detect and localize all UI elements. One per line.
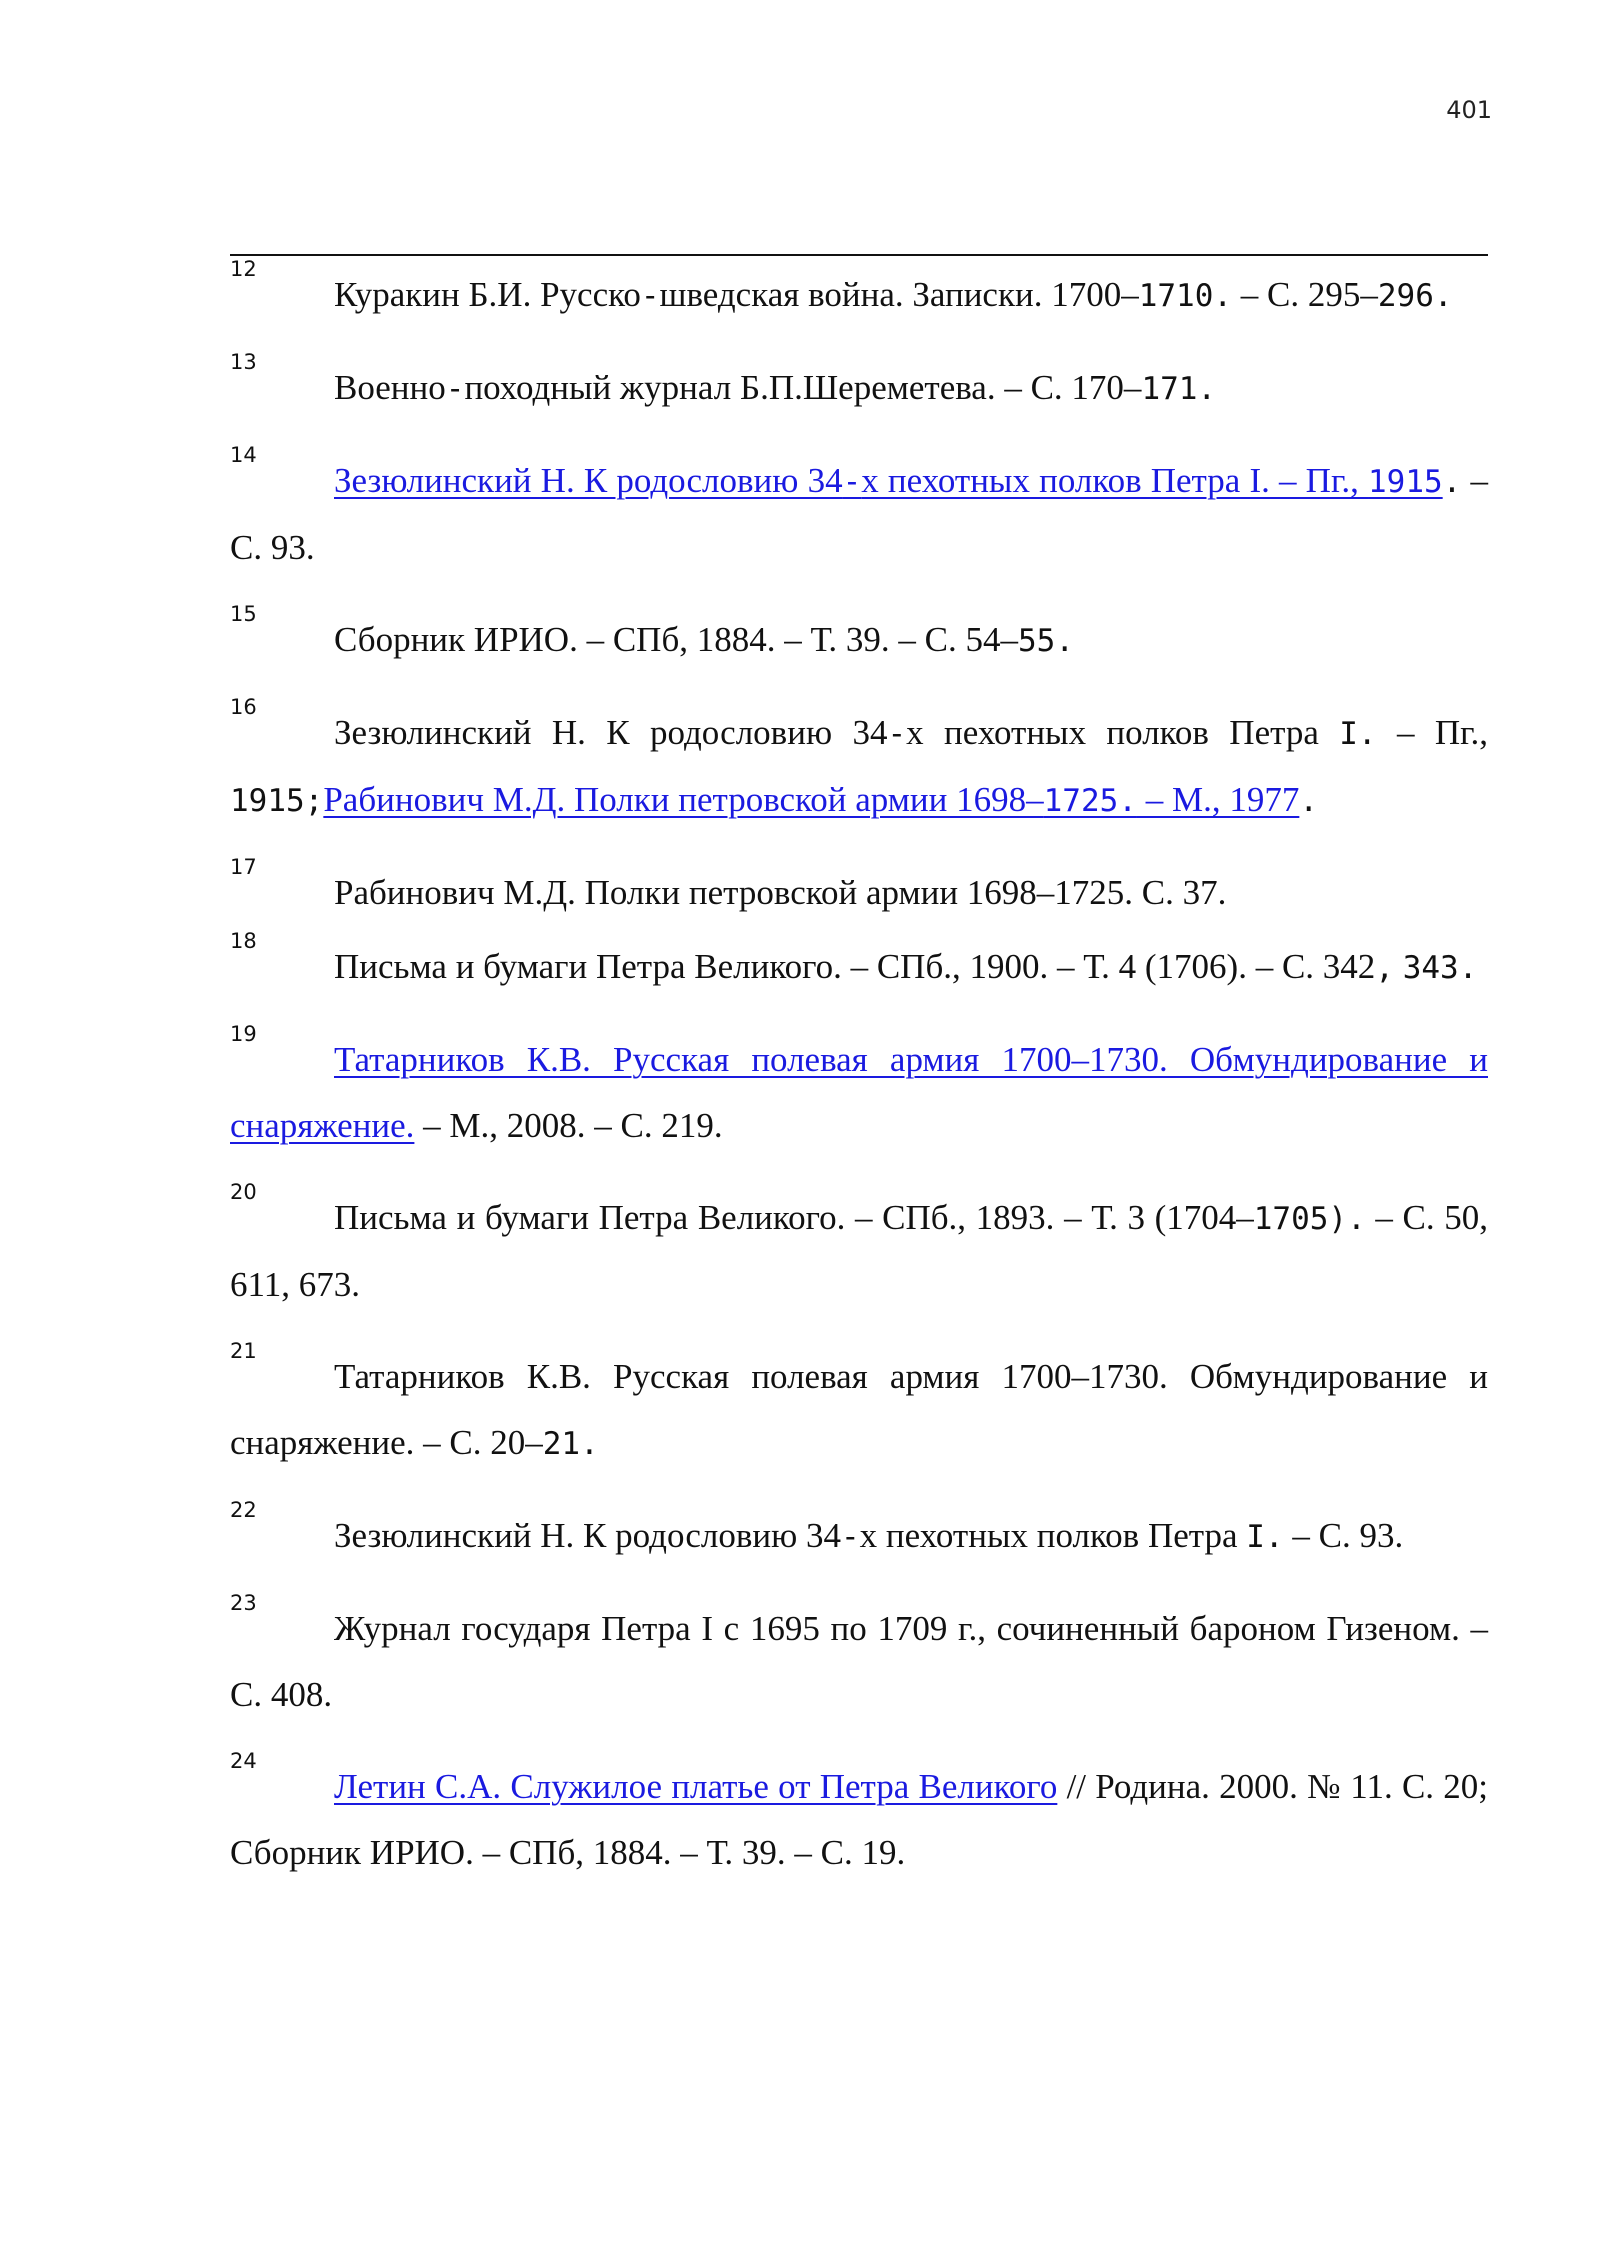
footnote-text: – С. 93. [1283, 1516, 1404, 1555]
footnote-text: 1705). [1253, 1201, 1366, 1237]
footnote-number: 16 [230, 695, 257, 719]
footnotes-list [230, 257, 1489, 1886]
footnote-number: 14 [230, 443, 257, 467]
link-text: – М., 1977 [1136, 780, 1300, 819]
footnote-text: Журнал государя Петра I с 1695 по 1709 г., сочиненный бароном Гизеном. – С. 408. [230, 1609, 1488, 1714]
footnote-18 [230, 929, 1488, 1001]
footnote-text: Куракин Б.И. Русско [334, 275, 641, 314]
footnote-number: 24 [230, 1749, 257, 1773]
citation-link[interactable] [323, 780, 1299, 819]
link-text: 1725. [1043, 783, 1137, 819]
citation-link[interactable] [334, 461, 1443, 500]
footnote-text [1394, 947, 1403, 986]
footnote-text: х пехотных полков Петра [859, 1516, 1247, 1555]
footnote-text: шведская война. Записки. 1700– [659, 275, 1139, 314]
footnote-text: 21. [542, 1426, 599, 1462]
page-number: 401 [1446, 96, 1492, 124]
footnote-text: Рабинович М.Д. Полки петровской армии 1698–1725. С. 37. [334, 873, 1227, 912]
footnote-text: 1710. [1138, 278, 1233, 314]
footnote-text: Письма и бумаги Петра Великого. – СПб., 1900. – Т. 4 (1706). – С. 342 [334, 947, 1376, 986]
footnote-text: походный журнал Б.П.Шереметева. – С. 170– [464, 368, 1142, 407]
footnote-number: 18 [230, 929, 257, 953]
footnote-text: 55. [1018, 623, 1074, 659]
citation-link[interactable] [334, 1767, 1057, 1806]
footnote-text: Зезюлинский Н. К родословию 34 [334, 1516, 841, 1555]
footnote-text: 1915; [230, 783, 324, 819]
footnote-text: - [445, 371, 465, 407]
link-text: х пехотных полков Петра I. – Пг., [861, 461, 1369, 500]
footnote-text: . [1299, 783, 1319, 819]
link-text: - [842, 464, 862, 500]
footnote-text: , [1375, 950, 1394, 986]
link-text: 1915 [1368, 464, 1443, 500]
footnote-text: – С. 295– [1232, 275, 1378, 314]
footnote-number: 22 [230, 1498, 257, 1522]
footnote-text: I. [1246, 1519, 1284, 1555]
footnote-text: 343. [1402, 950, 1478, 986]
footnote-number: 21 [230, 1339, 257, 1363]
footnote-text: Сборник ИРИО. – СПб, 1884. – Т. 39. – С. 54– [334, 620, 1018, 659]
footnote-text: 171. [1141, 371, 1217, 407]
footnote-text: - [840, 1519, 860, 1555]
footnote-13 [230, 350, 1488, 422]
footnote-17 [230, 855, 1488, 926]
footnote-24 [230, 1749, 1488, 1886]
link-text: Зезюлинский Н. К родословию 34 [334, 461, 843, 500]
footnote-16 [230, 695, 1489, 834]
footnote-text: // Родина. 2000. № 11. С. 20; Сборник ИРИО. – СПб, 1884. – Т. 39. – С. 19. [230, 1767, 1488, 1872]
footnote-number: 15 [230, 602, 257, 626]
footnote-text: Военно [334, 368, 446, 407]
footnote-23 [230, 1591, 1488, 1728]
footnote-number: 13 [230, 350, 257, 374]
footnote-text: – С. 93. [230, 461, 1488, 567]
footnote-number: 19 [230, 1022, 257, 1046]
footnote-number: 23 [230, 1591, 257, 1615]
footnote-text: Татарников К.В. Русская полевая армия 1700–1730. Обмундирование и снаряжение. – С. 20– [230, 1357, 1488, 1462]
footnote-19 [230, 1022, 1488, 1159]
footnote-22 [230, 1498, 1488, 1570]
footnote-text: . [1442, 464, 1462, 500]
footnote-text: Письма и бумаги Петра Великого. – СПб., 1893. – Т. 3 (1704– [334, 1198, 1254, 1237]
footnote-number: 12 [230, 257, 257, 281]
footnote-text: - [640, 278, 660, 314]
footnote-text: I. [1339, 716, 1377, 752]
footnote-12 [230, 257, 1488, 329]
footnote-number: 17 [230, 855, 257, 879]
footnote-number: 20 [230, 1180, 257, 1204]
footnote-text: – С. 50, 611, 673. [230, 1198, 1488, 1304]
link-text: Рабинович М.Д. Полки петровской армии 1698– [323, 780, 1044, 819]
footnote-text: 296. [1377, 278, 1453, 314]
footnote-separator [230, 254, 1488, 256]
footnote-14 [230, 443, 1488, 581]
footnote-text: – М., 2008. – С. 219. [414, 1106, 723, 1145]
footnote-21 [230, 1339, 1488, 1477]
footnote-text: Зезюлинский Н. К родословию 34 [334, 713, 888, 752]
footnote-15 [230, 602, 1488, 674]
link-text: Летин С.А. Служилое платье от Петра Великого [334, 1767, 1058, 1806]
footnote-20 [230, 1180, 1488, 1318]
footnote-text: х пехотных полков Петра [906, 713, 1340, 752]
footnote-text: – Пг., [1376, 713, 1489, 752]
footnote-text: - [887, 716, 907, 752]
link-text: Татарников К.В. Русская полевая армия 1700–1730. Обмундирование и снаряжение. [230, 1040, 1488, 1145]
